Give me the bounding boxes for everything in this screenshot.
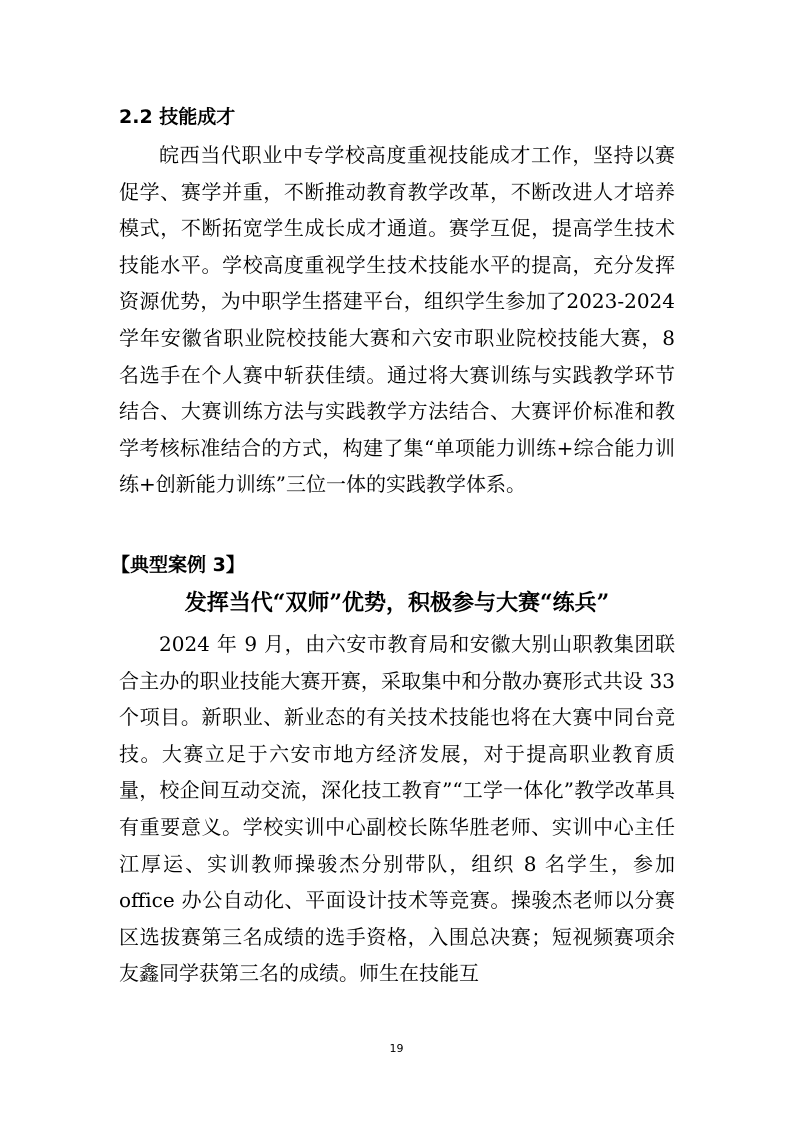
section-heading: 2.2 技能成才 bbox=[119, 106, 236, 128]
section-paragraph: 皖西当代职业中专学校高度重视技能成才工作，坚持以赛促学、赛学并重，不断推动教育教学改革，不断改进人才培养模式，不断拓宽学生成长成才通道。赛学互促，提高学生技术技能水平。学校高度重视学生技术技能水平的提高，充分发挥资源优势，为中职学生搭建平台，组织学生参加了2023-2024 学年安徽省职业院校技能大赛和六安市职业院校技能大赛，8 名选手在个人赛中斩获佳绩。通过将大赛训练与实践教学环节结合、大赛训练方法与实践教学方法结合、大赛评价标准和教学考核标准结合的方式，构建了集“单项能力训练+综合能力训练+创新能力训练”三位一体的实践教学体系。 bbox=[119, 143, 675, 497]
case-paragraph: 2024 年 9 月，由六安市教育局和安徽大别山职教集团联合主办的职业技能大赛开赛，采取集中和分散办赛形式共设 33 个项目。新职业、新业态的有关技术技能也将在大赛中同台竞技。大赛立足于六安市地方经济发展，对于提高职业教育质量，校企间互动交流，深化技工教育”“工学一体化”教学改革具有重要意义。学校实训中心副校长陈华胜老师、实训中心主任江厚运、实训教师操骏杰分别带队，组织 8 名学生，参加 office 办公自动化、平面设计技术等竞赛。操骏杰老师以分赛区选拔赛第三名成绩的选手资格，入围总决赛；短视频赛项余友鑫同学获第三名的成绩。师生在技能互 bbox=[119, 632, 675, 986]
case-title: 发挥当代“双师”优势，积极参与大赛“练兵” bbox=[184, 590, 610, 616]
page-number: 19 bbox=[389, 1042, 404, 1055]
case-label: 【典型案例 3】 bbox=[111, 554, 245, 576]
